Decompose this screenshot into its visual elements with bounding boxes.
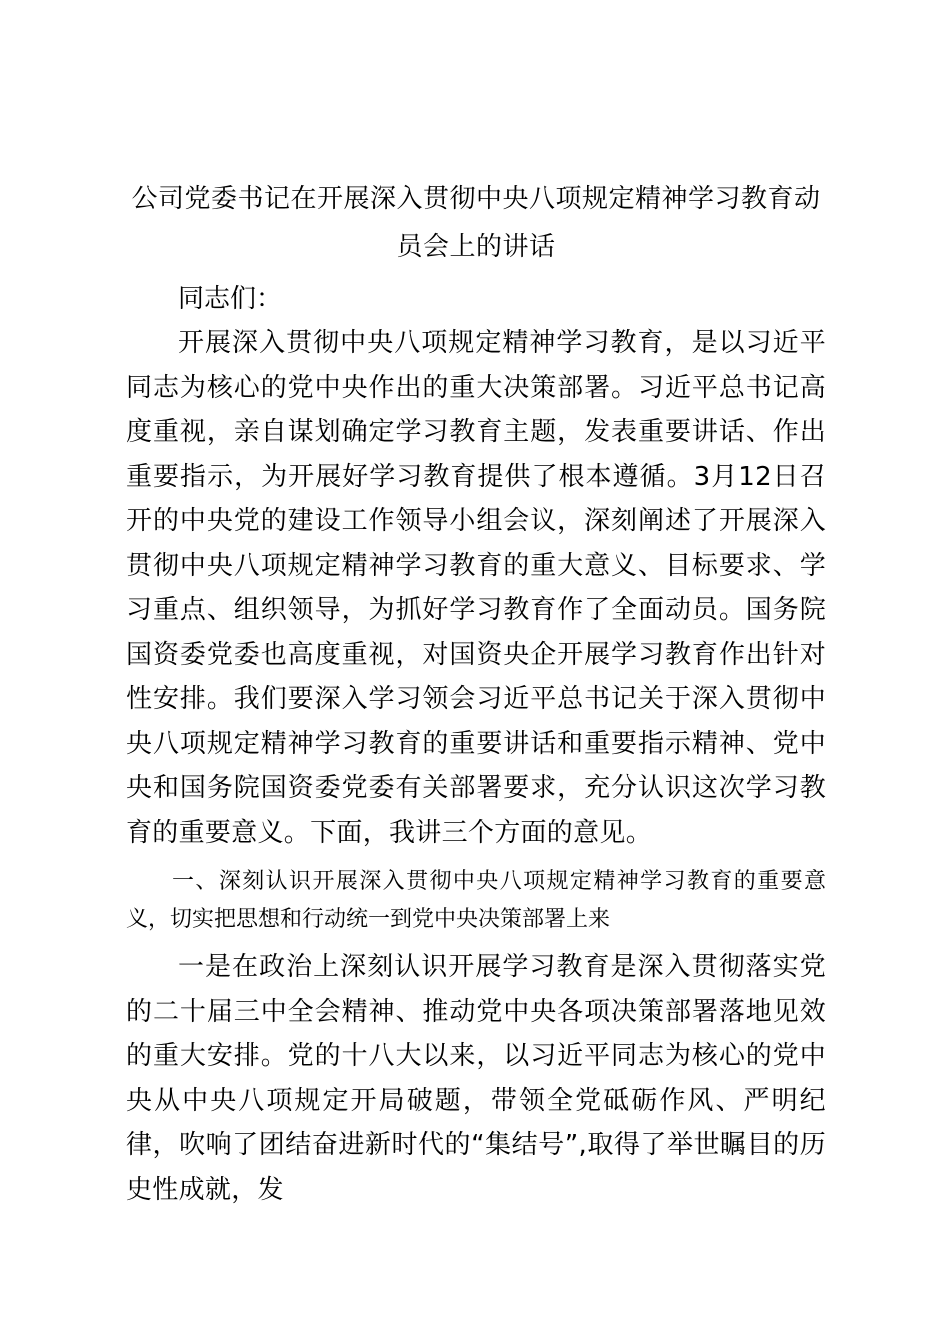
- section-paragraph: 一是在政治上深刻认识开展学习教育是深入贯彻落实党的二十届三中全会精神、推动党中央各项决策部署落地见效的重大安排。党的十八大以来，以习近平同志为核心的党中央从中央八项规定开局破题，带领全党砥砺作风、严明纪律，吹响了团结奋进新时代的“集结号”,取得了举世瞩目的历史性成就，发: [126, 952, 826, 1205]
- document-title: 公司党委书记在开展深入贯彻中央八项规定精神学习教育动员会上的讲话: [131, 184, 821, 262]
- intro-paragraph: 开展深入贯彻中央八项规定精神学习教育，是以习近平同志为核心的党中央作出的重大决策部署。习近平总书记高度重视，亲自谋划确定学习教育主题，发表重要讲话、作出重要指示，为开展好学习教育提供了根本遵循。3月12日召开的中央党的建设工作领导小组会议，深刻阐述了开展深入贯彻中央八项规定精神学习教育的重大意义、目标要求、学习重点、组织领导，为抓好学习教育作了全面动员。国务院国资委党委也高度重视，对国资央企开展学习教育作出针对性安排。我们要深入学习领会习近平总书记关于深入贯彻中央八项规定精神学习教育的重要讲话和重要指示精神、党中央和国务院国资委党委有关部署要求，充分认识这次学习教育的重要意义。下面，我讲三个方面的意见。: [126, 328, 826, 848]
- salutation: 同志们：: [178, 284, 283, 314]
- document-body: [126, 175, 826, 1212]
- section-heading: 一、深刻认识开展深入贯彻中央八项规定精神学习教育的重要意义，切实把思想和行动统一到党中央决策部署上来: [126, 869, 826, 932]
